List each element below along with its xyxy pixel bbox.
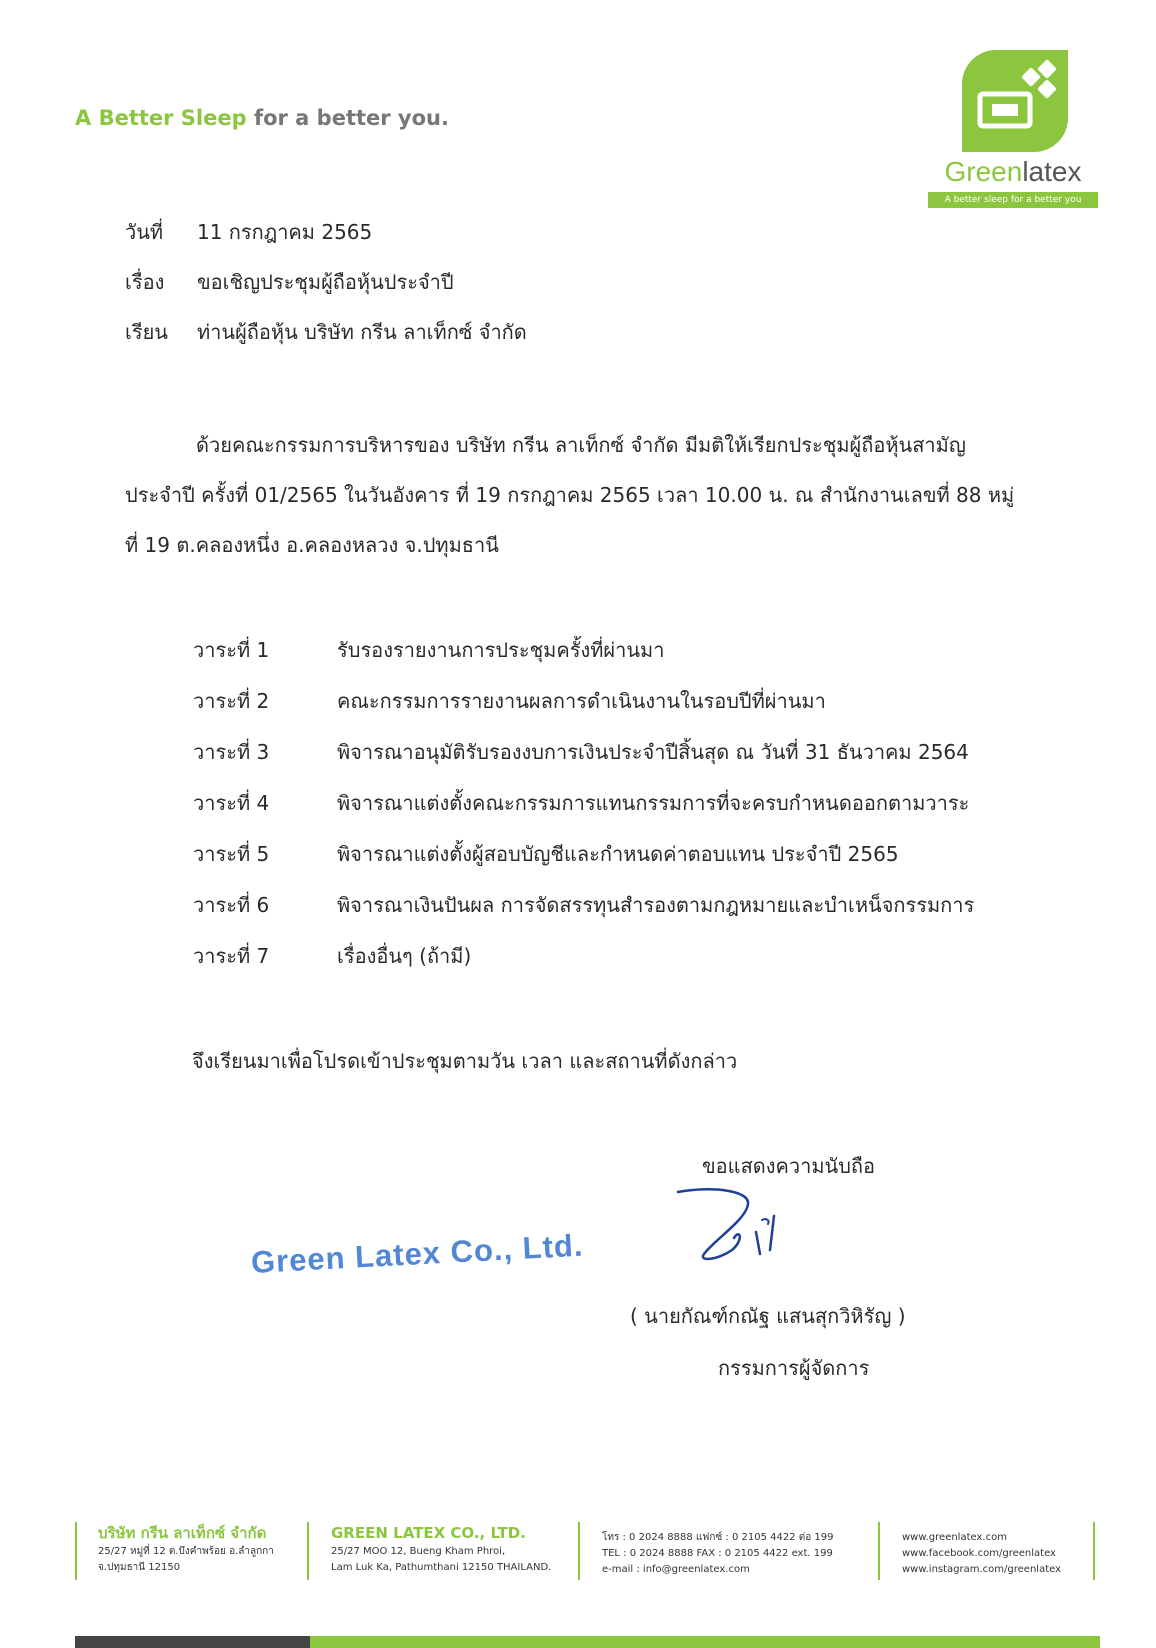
footer-divider [578, 1522, 580, 1580]
signer-position: กรรมการผู้จัดการ [718, 1356, 870, 1380]
logo-mark-icon [962, 50, 1068, 152]
footer-english-name: GREEN LATEX CO., LTD. [331, 1524, 526, 1542]
footer-divider [75, 1522, 77, 1580]
footer-contact-thai: โทร : 0 2024 8888 แฟกซ์ : 0 2105 4422 ต่อ 199 [602, 1532, 834, 1543]
agenda-label: วาระที่ 7 [193, 944, 270, 968]
agenda-text: พิจารณาแต่งตั้งผู้สอบบัญชีและกำหนดค่าตอบแทน ประจำปี 2565 [337, 842, 899, 866]
footer-thai-address-1: 25/27 หมู่ที่ 12 ต.บึงคำพร้อย อ.ลำลูกกา [98, 1546, 274, 1557]
signature-icon [670, 1180, 820, 1270]
slogan-highlight: A Better Sleep [75, 106, 247, 130]
agenda-label: วาระที่ 5 [193, 842, 270, 866]
agenda-text: เรื่องอื่นๆ (ถ้ามี) [337, 944, 472, 968]
closing-line: จึงเรียนมาเพื่อโปรดเข้าประชุมตามวัน เวลา และสถานที่ดังกล่าว [192, 1049, 738, 1073]
footer-email[interactable]: e-mail : info@greenlatex.com [602, 1564, 750, 1575]
body-line-2: ประจำปี ครั้งที่ 01/2565 ในวันอังคาร ที่ 19 กรกฎาคม 2565 เวลา 10.00 น. ณ สำนักงานเลขที่ 88 หมู่ [125, 483, 1015, 507]
slogan-rest: for a better you. [253, 106, 449, 130]
regards-text: ขอแสดงความนับถือ [702, 1154, 876, 1178]
subject-value: ขอเชิญประชุมผู้ถือหุ้นประจำปี [197, 270, 454, 294]
agenda-label: วาระที่ 1 [193, 638, 270, 662]
agenda-text: คณะกรรมการรายงานผลการดำเนินงานในรอบปีที่ผ่านมา [337, 689, 826, 713]
agenda-label: วาระที่ 3 [193, 740, 270, 764]
footer-contact-english: TEL : 0 2024 8888 FAX : 0 2105 4422 ext. 199 [602, 1548, 833, 1559]
agenda-text: พิจารณาเงินปันผล การจัดสรรทุนสำรองตามกฎหมายและบำเหน็จกรรมการ [337, 893, 975, 917]
date-value: 11 กรกฎาคม 2565 [197, 220, 373, 244]
subject-label: เรื่อง [125, 270, 165, 294]
to-value: ท่านผู้ถือหุ้น บริษัท กรีน ลาเท็กซ์ จำกัด [197, 320, 527, 344]
agenda-text: รับรองรายงานการประชุมครั้งที่ผ่านมา [337, 638, 665, 662]
logo-word-green: Green [944, 156, 1023, 187]
agenda-text: พิจารณาแต่งตั้งคณะกรรมการแทนกรรมการที่จะครบกำหนดออกตามวาระ [337, 791, 970, 815]
logo-word-gray: latex [1022, 156, 1082, 187]
footer-thai-block [98, 1522, 274, 1576]
company-logo [928, 44, 1098, 216]
agenda-label: วาระที่ 6 [193, 893, 270, 917]
logo-wordmark [928, 156, 1098, 188]
body-line-3: ที่ 19 ต.คลองหนึ่ง อ.คลองหลวง จ.ปทุมธานี [125, 533, 499, 557]
footer-website-link[interactable]: www.greenlatex.com [902, 1532, 1007, 1543]
footer-facebook-link[interactable]: www.facebook.com/greenlatex [902, 1548, 1056, 1559]
footer-divider [307, 1522, 309, 1580]
agenda-label: วาระที่ 2 [193, 689, 270, 713]
footer-english-address-1: 25/27 MOO 12, Bueng Kham Phroi, [331, 1546, 506, 1557]
footer-contact-block [602, 1530, 834, 1578]
to-label: เรียน [125, 320, 168, 344]
footer-english-address-2: Lam Luk Ka, Pathumthani 12150 THAILAND. [331, 1562, 552, 1573]
agenda-label: วาระที่ 4 [193, 791, 270, 815]
footer-divider [1093, 1522, 1095, 1580]
logo-tagline: A better sleep for a better you [928, 192, 1098, 208]
bottom-accent-bar-dark [75, 1636, 310, 1648]
agenda-text: พิจารณาอนุมัติรับรองงบการเงินประจำปีสิ้นสุด ณ วันที่ 31 ธันวาคม 2564 [337, 740, 969, 764]
footer-instagram-link[interactable]: www.instagram.com/greenlatex [902, 1564, 1062, 1575]
company-stamp: Green Latex Co., Ltd. [250, 1227, 585, 1281]
footer-web-block [902, 1530, 1061, 1578]
date-label: วันที่ [125, 220, 164, 244]
signer-name: ( นายกัณฑ์กณัฐ แสนสุกวิหิรัญ ) [630, 1304, 906, 1328]
body-line-1: ด้วยคณะกรรมการบริหารของ บริษัท กรีน ลาเท็กซ์ จำกัด มีมติให้เรียกประชุมผู้ถือหุ้นสามัญ [196, 433, 966, 457]
footer-thai-name: บริษัท กรีน ลาเท็กซ์ จำกัด [98, 1524, 267, 1542]
slogan [75, 106, 449, 130]
footer-english-block [331, 1522, 551, 1576]
footer-thai-address-2: จ.ปทุมธานี 12150 [98, 1562, 181, 1573]
footer-divider [878, 1522, 880, 1580]
